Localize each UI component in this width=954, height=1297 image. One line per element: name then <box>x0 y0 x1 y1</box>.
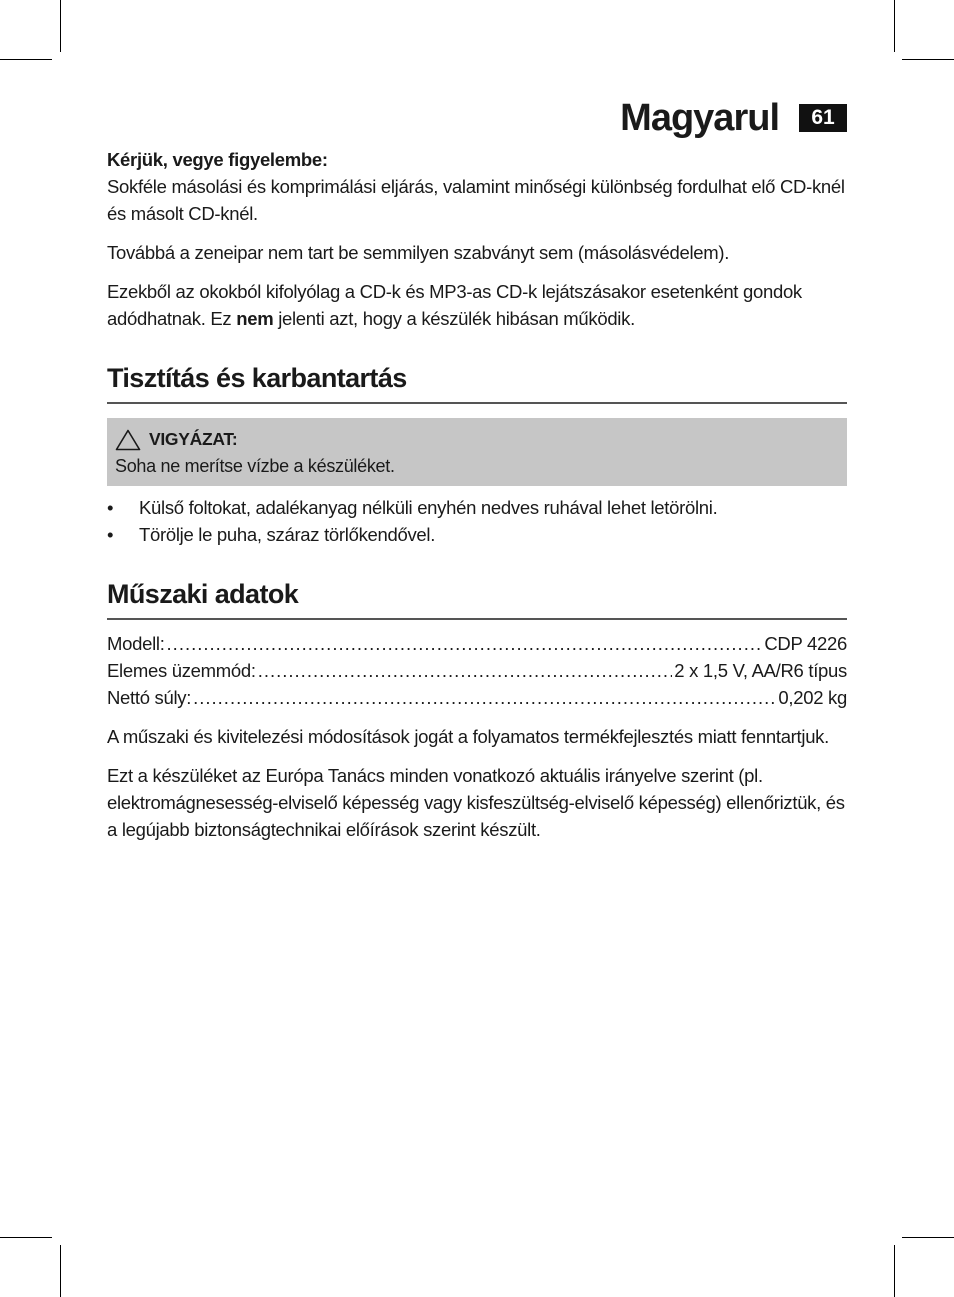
list-item: • Külső foltokat, adalékanyag nélküli enyhén nedves ruhával lehet letörölni. <box>107 494 847 521</box>
dot-leader <box>193 684 776 711</box>
dot-leader <box>167 630 763 657</box>
warning-label: VIGYÁZAT: <box>149 429 238 449</box>
crop-mark <box>60 0 61 52</box>
crop-mark <box>894 0 895 52</box>
spec-label: Modell: <box>107 633 165 654</box>
crop-mark <box>902 59 954 60</box>
paragraph-playback-issues: Ezekből az okokból kifolyólag a CD-k és MP3-as CD-k lejátszásakor esetenként gondok adódhatnak. Ez nem jelenti azt, hogy a készülék hibásan működik. <box>107 281 802 329</box>
spec-table <box>107 630 847 711</box>
spec-value: 2 x 1,5 V, AA/R6 típus <box>674 660 847 681</box>
paragraph-standards: Továbbá a zeneipar nem tart be semmilyen szabványt sem (másolásvédelem). <box>107 242 730 263</box>
warning-text: Soha ne merítse vízbe a készüléket. <box>115 456 395 476</box>
emphasis-nem: nem <box>236 308 274 329</box>
spec-row-weight <box>107 684 847 711</box>
cleaning-list <box>107 494 847 548</box>
spec-row-model <box>107 630 847 657</box>
paragraph-modifications: A műszaki és kivitelezési módosítások jogát a folyamatos termékfejlesztés miatt fenntartjuk. <box>107 726 829 747</box>
crop-mark <box>0 1237 52 1238</box>
warning-header <box>115 426 839 453</box>
crop-mark <box>902 1237 954 1238</box>
dot-leader <box>258 657 673 684</box>
list-item: • Törölje le puha, száraz törlőkendővel. <box>107 521 847 548</box>
paragraph-compliance: Ezt a készüléket az Európa Tanács minden vonatkozó aktuális irányelve szerint (pl. elektromágnesesség-elviselő képesség vagy kisfeszültség-elviselő képesség) ellenőriztük, és a legújabb biztonságtechnikai előírások szerint készült. <box>107 765 845 840</box>
page-header <box>620 96 847 140</box>
page-title: Magyarul <box>620 97 779 139</box>
warning-triangle-icon <box>115 429 141 451</box>
crop-mark <box>0 59 52 60</box>
section-title-cleaning: Tisztítás és karbantartás <box>107 362 847 404</box>
note-paragraph <box>107 146 847 227</box>
page-number-badge: 61 <box>799 104 847 132</box>
spec-value: CDP 4226 <box>764 633 847 654</box>
crop-mark <box>60 1245 61 1297</box>
warning-box <box>107 418 847 486</box>
page-content <box>107 146 847 855</box>
note-text: Sokféle másolási és komprimálási eljárás, valamint minőségi különbség fordulhat elő CD-knél és másolt CD-knél. <box>107 176 845 224</box>
spec-label: Nettó súly: <box>107 687 192 708</box>
section-title-specs: Műszaki adatok <box>107 578 847 620</box>
crop-mark <box>894 1245 895 1297</box>
spec-row-power <box>107 657 847 684</box>
spec-label: Elemes üzemmód: <box>107 660 256 681</box>
spec-value: 0,202 kg <box>778 687 847 708</box>
note-heading: Kérjük, vegye figyelembe: <box>107 149 328 170</box>
